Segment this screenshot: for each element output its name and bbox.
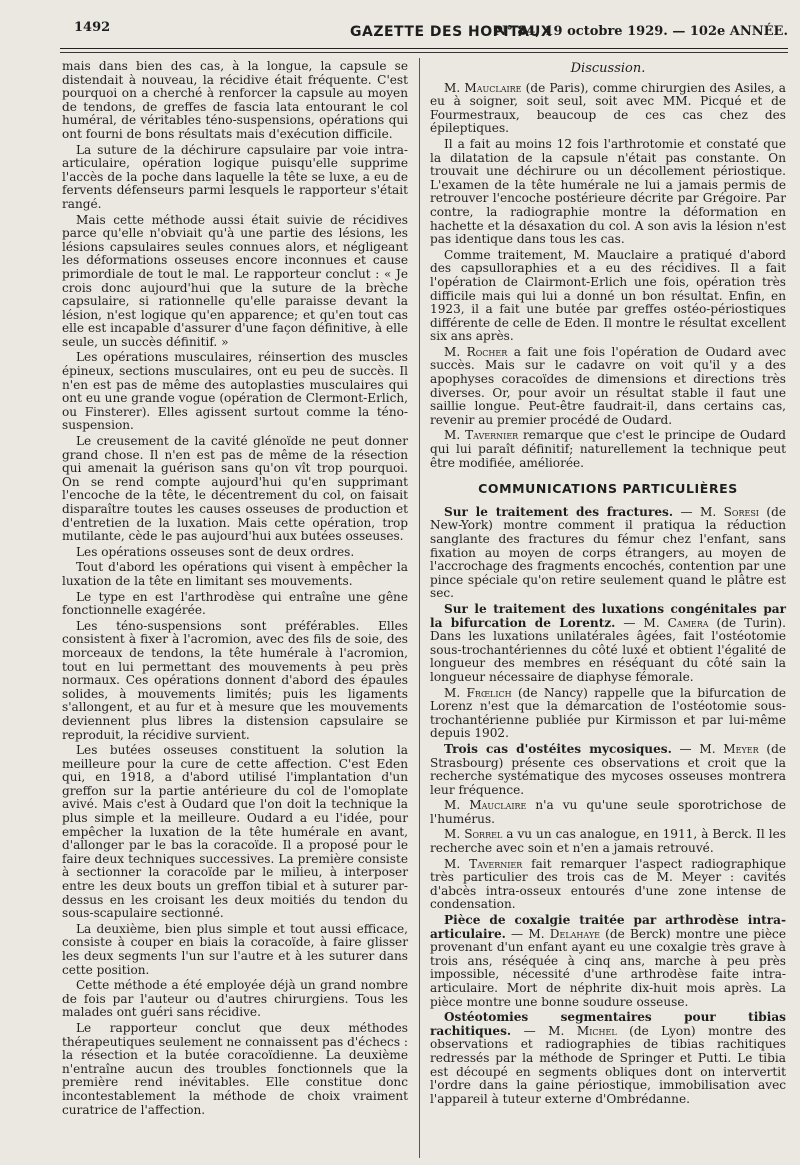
- paragraph-text: a vu un cas analogue, en 1911, à Berck. Il les recherche avec soin et n'en a jamais retrouvé.: [430, 827, 786, 856]
- paragraph-text: (de Lyon) montre des observations et radiographies de tibias rachitiques redressés par la méthode de Springer et Putti. Le tibia est découpé en segments obliques dont on intervertit l'ordre dans la gaine périostique, immobilisation avec l'appareil à tuteur externe d'Ombrédanne.: [430, 1023, 786, 1106]
- speaker-name: M. Rocher: [444, 344, 508, 359]
- speaker-name: M. Sorrel: [444, 827, 503, 842]
- paragraph: La suture de la déchirure capsulaire par voie intra-articulaire, opération logique puisqu'elle supprime l'accès de la poche dans laquelle la tête se luxe, a eu de fervents défenseurs parmi lesquels le rapporteur s'était rangé.: [62, 142, 408, 211]
- discussion-paragraph: [430, 249, 786, 344]
- page-header: [60, 18, 788, 49]
- speaker-name: M. Soresi: [699, 504, 759, 519]
- paragraph: Tout d'abord les opérations qui visent à empêcher la luxation de la tête en limitant ses mouvements.: [62, 560, 408, 588]
- paragraph: Les opérations osseuses sont de deux ordres.: [76, 544, 355, 559]
- item-heading: Pièce de coxalgie traitée par arthrodèse intra-articulaire.: [430, 913, 786, 941]
- paragraph: Les opérations musculaires, réinsertion des muscles épineux, sections musculaires, ont eu peu de succès. Il n'en est pas de même des autoplasties musculaires qui ont eu une grande vogue (opération de Clermont-Erlich, ou Finsterer). Elles agissent surtout comme la téno-suspension.: [62, 350, 408, 433]
- discussion-paragraph: [430, 346, 786, 428]
- paragraph-text: a fait une fois l'opération de Oudard avec succès. Mais sur le cadavre on voit qu'il y a des apophyses coracoïdes de dimensions et directions très diverses. Or, pour avoir un résultat stable il faut une saillie longue. Peut-être faudrait-il, dans certains cas, revenir au premier procédé de Oudard.: [430, 344, 787, 427]
- communication-item: Sur le traitement des luxations congénitales par la bifurcation de Lorentz. — M. Camera (de Turin). Dans les luxations unilatérales âgées, fait l'ostéotomie sous-trochantériennes du côté luxé et obtient l'égalité de longueur des membres en réséquant du côté sain la longueur nécessaire de diaphyse fémorale.: [430, 601, 786, 684]
- column-divider: [419, 58, 420, 1158]
- paragraph-text: Il a fait au moins 12 fois l'arthrotomie et constaté que la dilatation de la capsule n'était pas constante. On trouvait une déchirure ou un décollement périostique. L'examen de la tête humérale ne lui a jamais permis de retrouver l'encoche postérieure décrite par Grégoire. Par contre, la radiographie montre la déformation en hachette et la désaxation du col. A son avis la lésion n'est pas identique dans tous les cas.: [430, 136, 786, 247]
- paragraph-text: fait remarquer l'aspect radiographique très particulier des trois cas de M. Meyer : cavités d'abcès intra-osseux entourés d'une zone intense de condensation.: [430, 856, 786, 912]
- discussion-paragraph: [430, 429, 786, 470]
- left-column: [62, 60, 408, 1119]
- speaker-name: M. Michel: [548, 1023, 617, 1038]
- communication-item: [430, 687, 786, 741]
- paragraph-text: (de Paris), comme chirurgien des Asiles, a eu à soigner, soit seul, soit avec MM. Picqué et de Fourmestraux, beaucoup de ces cas chez des épileptiques.: [430, 80, 786, 136]
- item-heading: Trois cas d'ostéites mycosiques.: [444, 741, 672, 756]
- speaker-name: M. Frœlich: [444, 685, 512, 700]
- header-rule: [60, 52, 788, 53]
- item-heading: Sur le traitement des luxations congénitales par la bifurcation de Lorentz.: [430, 601, 786, 630]
- communication-item: Ostéotomies segmentaires pour tibias rachitiques. — M. Michel (de Lyon) montre des observations et radiographies de tibias rachitiques redressés par la méthode de Springer et Putti. Le tibia est découpé en segments obliques dont on intervertit l'ordre dans la gaine périostique, immobilisation avec l'appareil à tuteur externe d'Ombrédanne.: [430, 1010, 786, 1106]
- paragraph-text: (de Strasbourg) présente ces observations et croit que la recherche systématique des mycoses osseuses montrera leur fréquence.: [430, 741, 786, 797]
- issue-info: N° 84, 19 octobre 1929. — 102e ANNÉE.: [494, 24, 788, 39]
- section-title: COMMUNICATIONS PARTICULIÈRES: [478, 481, 738, 497]
- paragraph-text: n'a vu qu'une seule sporotrichose de l'humérus.: [430, 798, 786, 826]
- speaker-name: M. Mauclaire: [444, 798, 527, 813]
- speaker-name: M. Meyer: [699, 741, 759, 756]
- paragraph: Le rapporteur conclut que deux méthodes thérapeutiques seulement ne connaissent pas d'échecs : la résection et la butée coracoïdienne. La deuxième n'entraîne aucun des troubles fonctionnels que la première rend inévitables. Elle constitue donc incontestablement la méthode de choix vraiment curatrice de l'affection.: [62, 1020, 408, 1117]
- speaker-name: M. Delahaye: [528, 926, 600, 941]
- communication-item: Pièce de coxalgie traitée par arthrodèse intra-articulaire. — M. Delahaye (de Berck) montre une pièce provenant d'un enfant ayant eu une coxalgie très grave à trois ans, réséquée à cinq ans, marche à peu près impossible, nécessité d'une arthrodèse faite intra-articulaire. Mort de néphrite dix-huit mois après. La pièce montre une bonne soudure osseuse.: [430, 913, 786, 1009]
- speaker-name: M. Camera: [643, 615, 709, 630]
- paragraph: La deuxième, bien plus simple et tout aussi efficace, consiste à couper en biais la coracoïde, à faire glisser les deux segments l'un sur l'autre et à les suturer dans cette position.: [62, 921, 408, 977]
- communication-item: [430, 858, 786, 912]
- discussion-paragraph: [430, 82, 786, 136]
- paragraph: mais dans bien des cas, à la longue, la capsule se distendait à nouveau, la récidive était fréquente. C'est pourquoi on a cherché à renforcer la capsule au moyen de tendons, de greffes de fascia lata entourant le col huméral, de véritables téno-suspensions, opérations qui ont fourni de bons résultats mais d'exécution difficile.: [62, 59, 408, 141]
- paragraph-text: (de Turin). Dans les luxations unilatérales âgées, fait l'ostéotomie sous-trochantériennes du côté luxé et obtient l'égalité de longueur des membres en réséquant du côté sain la longueur nécessaire de diaphyse fémorale.: [430, 615, 786, 684]
- item-heading: Sur le traitement des fractures.: [444, 504, 674, 519]
- paragraph-text: (de New-York) montre comment il pratiqua la réduction sanglante des fractures du fémur chez l'enfant, sans fixation au moyen de corps étrangers, au moyen de l'accrochage des fragments encochés, contention par une pince spéciale qu'on retire seulement quand le plâtre est sec.: [430, 504, 786, 601]
- item-heading: Ostéotomies segmentaires pour tibias rachitiques.: [430, 1010, 786, 1038]
- paragraph: Le type en est l'arthrodèse qui entraîne une gêne fonctionnelle exagérée.: [62, 589, 408, 618]
- journal-title: GAZETTE DES HOPITAUX: [350, 24, 553, 40]
- paragraph: Cette méthode a été employée déjà un grand nombre de fois par l'auteur ou d'autres chirurgiens. Tous les malades ont guéri sans récidive.: [62, 978, 408, 1020]
- paragraph: Mais cette méthode aussi était suivie de récidives parce qu'elle n'obviait qu'à une partie des lésions, les lésions capsulaires seules connues alors, et négligeant les déformations osseuses encore inconnues et cause primordiale de tout le mal. Le rapporteur conclut : « Je crois donc aujourd'hui que la suture de la brèche capsulaire, si rationnelle qu'elle paraisse devant la lésion, n'est logique qu'en apparence; et qu'en tout cas elle est incapable d'assurer d'une façon définitive, à elle seule, un succès définitif. »: [62, 212, 408, 349]
- paragraph: Les butées osseuses constituent la solution la meilleure pour la cure de cette affection. C'est Eden qui, en 1918, a d'abord utilisé l'implantation d'un greffon sur la partie antérieure du col de l'omoplate avivé. Mais c'est à Oudard que l'on doit la technique la plus simple et la meilleure. Oudard a eu l'idée, pour empêcher la luxation de la tête humérale en avant, d'allonger par le bas la coracoïde. Il a proposé pour le faire deux techniques successives. La première consiste à sectionner la coracoïde par le milieu, à interposer entre les deux bouts un greffon tibial et à suturer par-dessus en les croisant les deux moitiés du tendon du sous-scapulaire sectionné.: [62, 743, 408, 921]
- paragraph: Les téno-suspensions sont préférables. Elles consistent à fixer à l'acromion, avec des fils de soie, des morceaux de tendons, la tête humérale à l'acromion, tout en lui permettant des mouvements à peu près normaux. Ces opérations donnent d'abord des épaules solides, à mouvements limités; puis les ligaments s'allongent, et au fur et à mesure que les mouvements deviennent plus libres la distension capsulaire se reproduit, la récidive survient.: [62, 618, 408, 742]
- communication-item: Trois cas d'ostéites mycosiques. — M. Meyer (de Strasbourg) présente ces observations et croit que la recherche systématique des mycoses osseuses montrera leur fréquence.: [430, 741, 786, 797]
- speaker-name: M. Mauclaire: [444, 80, 522, 95]
- communication-item: Sur le traitement des fractures. — M. Soresi (de New-York) montre comment il pratiqua la réduction sanglante des fractures du fémur chez l'enfant, sans fixation au moyen de corps étrangers, au moyen de l'accrochage des fragments encochés, contention par une pince spéciale qu'on retire seulement quand le plâtre est sec.: [430, 504, 786, 601]
- paragraph-text: remarque que c'est le principe de Oudard qui lui paraît définitif; naturellement la technique peut être modifiée, améliorée.: [430, 428, 786, 470]
- discussion-title: Discussion.: [570, 61, 646, 76]
- paragraph: Le creusement de la cavité glénoïde ne peut donner grand chose. Il n'en est pas de même de la résection qui amenait la guérison sans qu'on vît trop pourquoi. On se rend compte aujourd'hui qu'en supprimant l'encoche de la tête, le décentrement du col, on faisait disparaître toutes les causes osseuses de production et d'entretien de la luxation. Mais cette opération, trop mutilante, cède le pas aujourd'hui aux butées osseuses.: [62, 434, 408, 544]
- paragraph-text: (de Berck) montre une pièce provenant d'un enfant ayant eu une coxalgie très grave à trois ans, réséquée à cinq ans, marche à peu près impossible, nécessité d'une arthrodèse faite intra-articulaire. Mort de néphrite dix-huit mois après. La pièce montre une bonne soudure osseuse.: [430, 926, 786, 1009]
- right-column: [430, 60, 786, 1108]
- paragraph-text: Comme traitement, M. Mauclaire a pratiqué d'abord des capsulloraphies et a eu des récidives. Il a fait l'opération de Clairmont-Erlich une fois, opération très difficile mais qui lui a donné un bon résultat. Enfin, en 1923, il a fait une butée par greffes ostéo-périostiques différente de celle de Eden. Il montre le résultat excellent six ans après.: [430, 247, 786, 344]
- communication-item: [430, 828, 786, 855]
- speaker-name: M. Tavernier: [444, 856, 523, 871]
- page-number: 1492: [74, 20, 111, 35]
- communication-item: [430, 799, 786, 826]
- discussion-paragraph: [430, 138, 786, 247]
- paragraph-text: (de Nancy) rappelle que la bifurcation de Lorenz n'est que la démarcation de l'ostéotomie sous-trochantérienne publiée pur Kirmisson et par lui-même depuis 1902.: [430, 685, 787, 741]
- speaker-name: M. Tavernier: [444, 428, 519, 443]
